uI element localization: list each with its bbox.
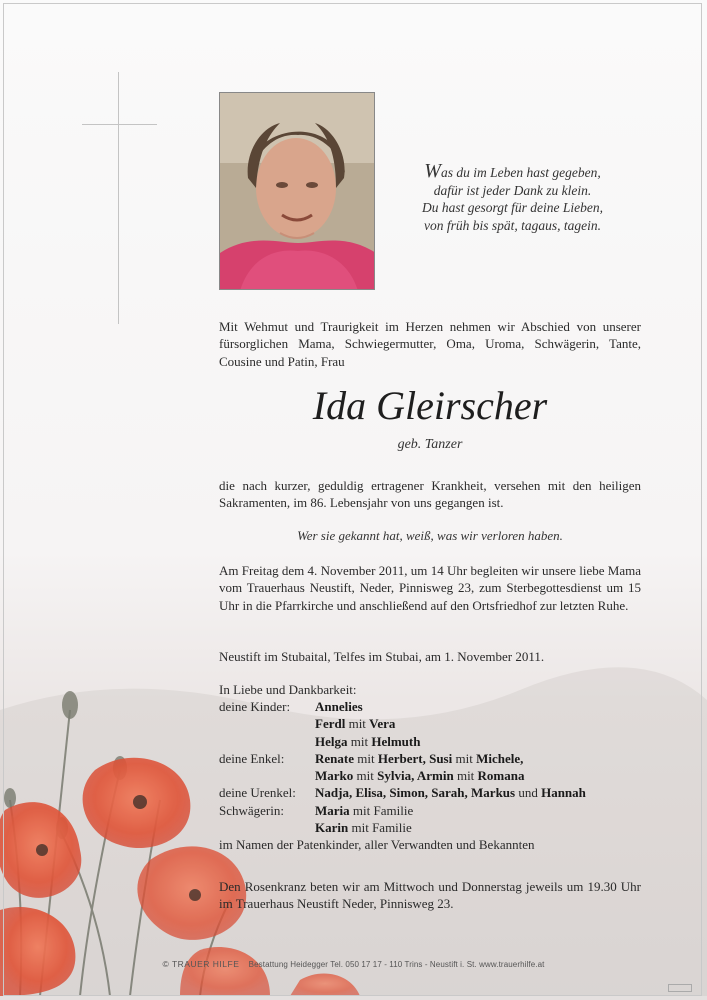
family-row: Helga mit Helmuth [315,733,421,749]
funeral-details: Am Freitag dem 4. November 2011, um 14 Uhr begleiten wir unsere liebe Mama vom Trauerhaus Neustift, Neder, Pinnisweg 23, zum Sterbegottesdienst um 15 Uhr in die Pfarrkirche und anschließend auf den Ortsfriedhof zur letzten Ruhe. [219,563,641,613]
family-label: Schwägerin: [219,802,284,818]
intro-paragraph: Mit Wehmut und Traurigkeit im Herzen nehmen wir Abschied von unserer fürsorglichen Mama, Schwiegermutter, Oma, Uroma, Schwägerin, Tante, Cousine und Patin, Frau [219,319,641,369]
poem-line: Du hast gesorgt für deine Lieben, [422,200,603,215]
deceased-name: Ida Gleirscher [312,383,548,428]
memorial-quote: Wer sie gekannt hat, weiß, was wir verloren haben. [297,528,563,543]
family-label: deine Kinder: [219,699,291,714]
family-label: deine Urenkel: [219,785,296,801]
family-row: deine Enkel: Renate mit Herbert, Susi mit Michele, [219,750,524,766]
place-and-date: Neustift im Stubaital, Telfes im Stubai, am 1. November 2011. [219,649,545,664]
cross-horizontal-bar [82,124,157,125]
memorial-poem [400,160,625,234]
family-list [219,698,659,836]
maiden-name: geb. Tanzer [397,437,463,452]
poem-line: von früh bis spät, tagaus, tagein. [423,217,601,233]
family-row: Schwägerin: Maria mit Familie [219,802,414,818]
poem-line: Was du im Leben hast gegeben, [424,160,601,182]
family-row: deine Kinder: Annelies [219,699,363,714]
footer-details: Bestattung Heidegger Tel. 050 17 17 - 110 Trins - Neustift i. St. www.trauerhilfe.at [248,960,545,969]
cross-vertical-bar [118,72,119,324]
rosary-notice: Den Rosenkranz beten wir am Mittwoch und Donnerstag jeweils um 19.30 Uhr im Trauerhaus Neustift Neder, Pinnisweg 23. [219,879,641,912]
portrait-photo [219,92,375,290]
poem-line: dafür ist jeder Dank zu klein. [433,182,592,198]
footer-credits [0,959,707,969]
death-notice: die nach kurzer, geduldig ertragener Krankheit, versehen mit den heiligen Sakramenten, im 86. Lebensjahr von uns gegangen ist. [219,478,641,511]
family-row: Marko mit Sylvia, Armin mit Romana [315,768,525,784]
family-row: Karin mit Familie [315,820,412,836]
poem-initial: W [424,160,441,182]
footer-brand: © TRAUER HILFE [162,959,240,969]
corner-mark [668,984,692,992]
closing-line: im Namen der Patenkinder, aller Verwandten und Bekannten [219,837,535,852]
family-row: deine Urenkel: Nadja, Elisa, Simon, Sarah, Markus und Hannah [219,785,586,801]
family-label: deine Enkel: [219,750,285,766]
thanks-heading: In Liebe und Dankbarkeit: [219,682,357,697]
family-row: Ferdl mit Vera [315,716,396,732]
